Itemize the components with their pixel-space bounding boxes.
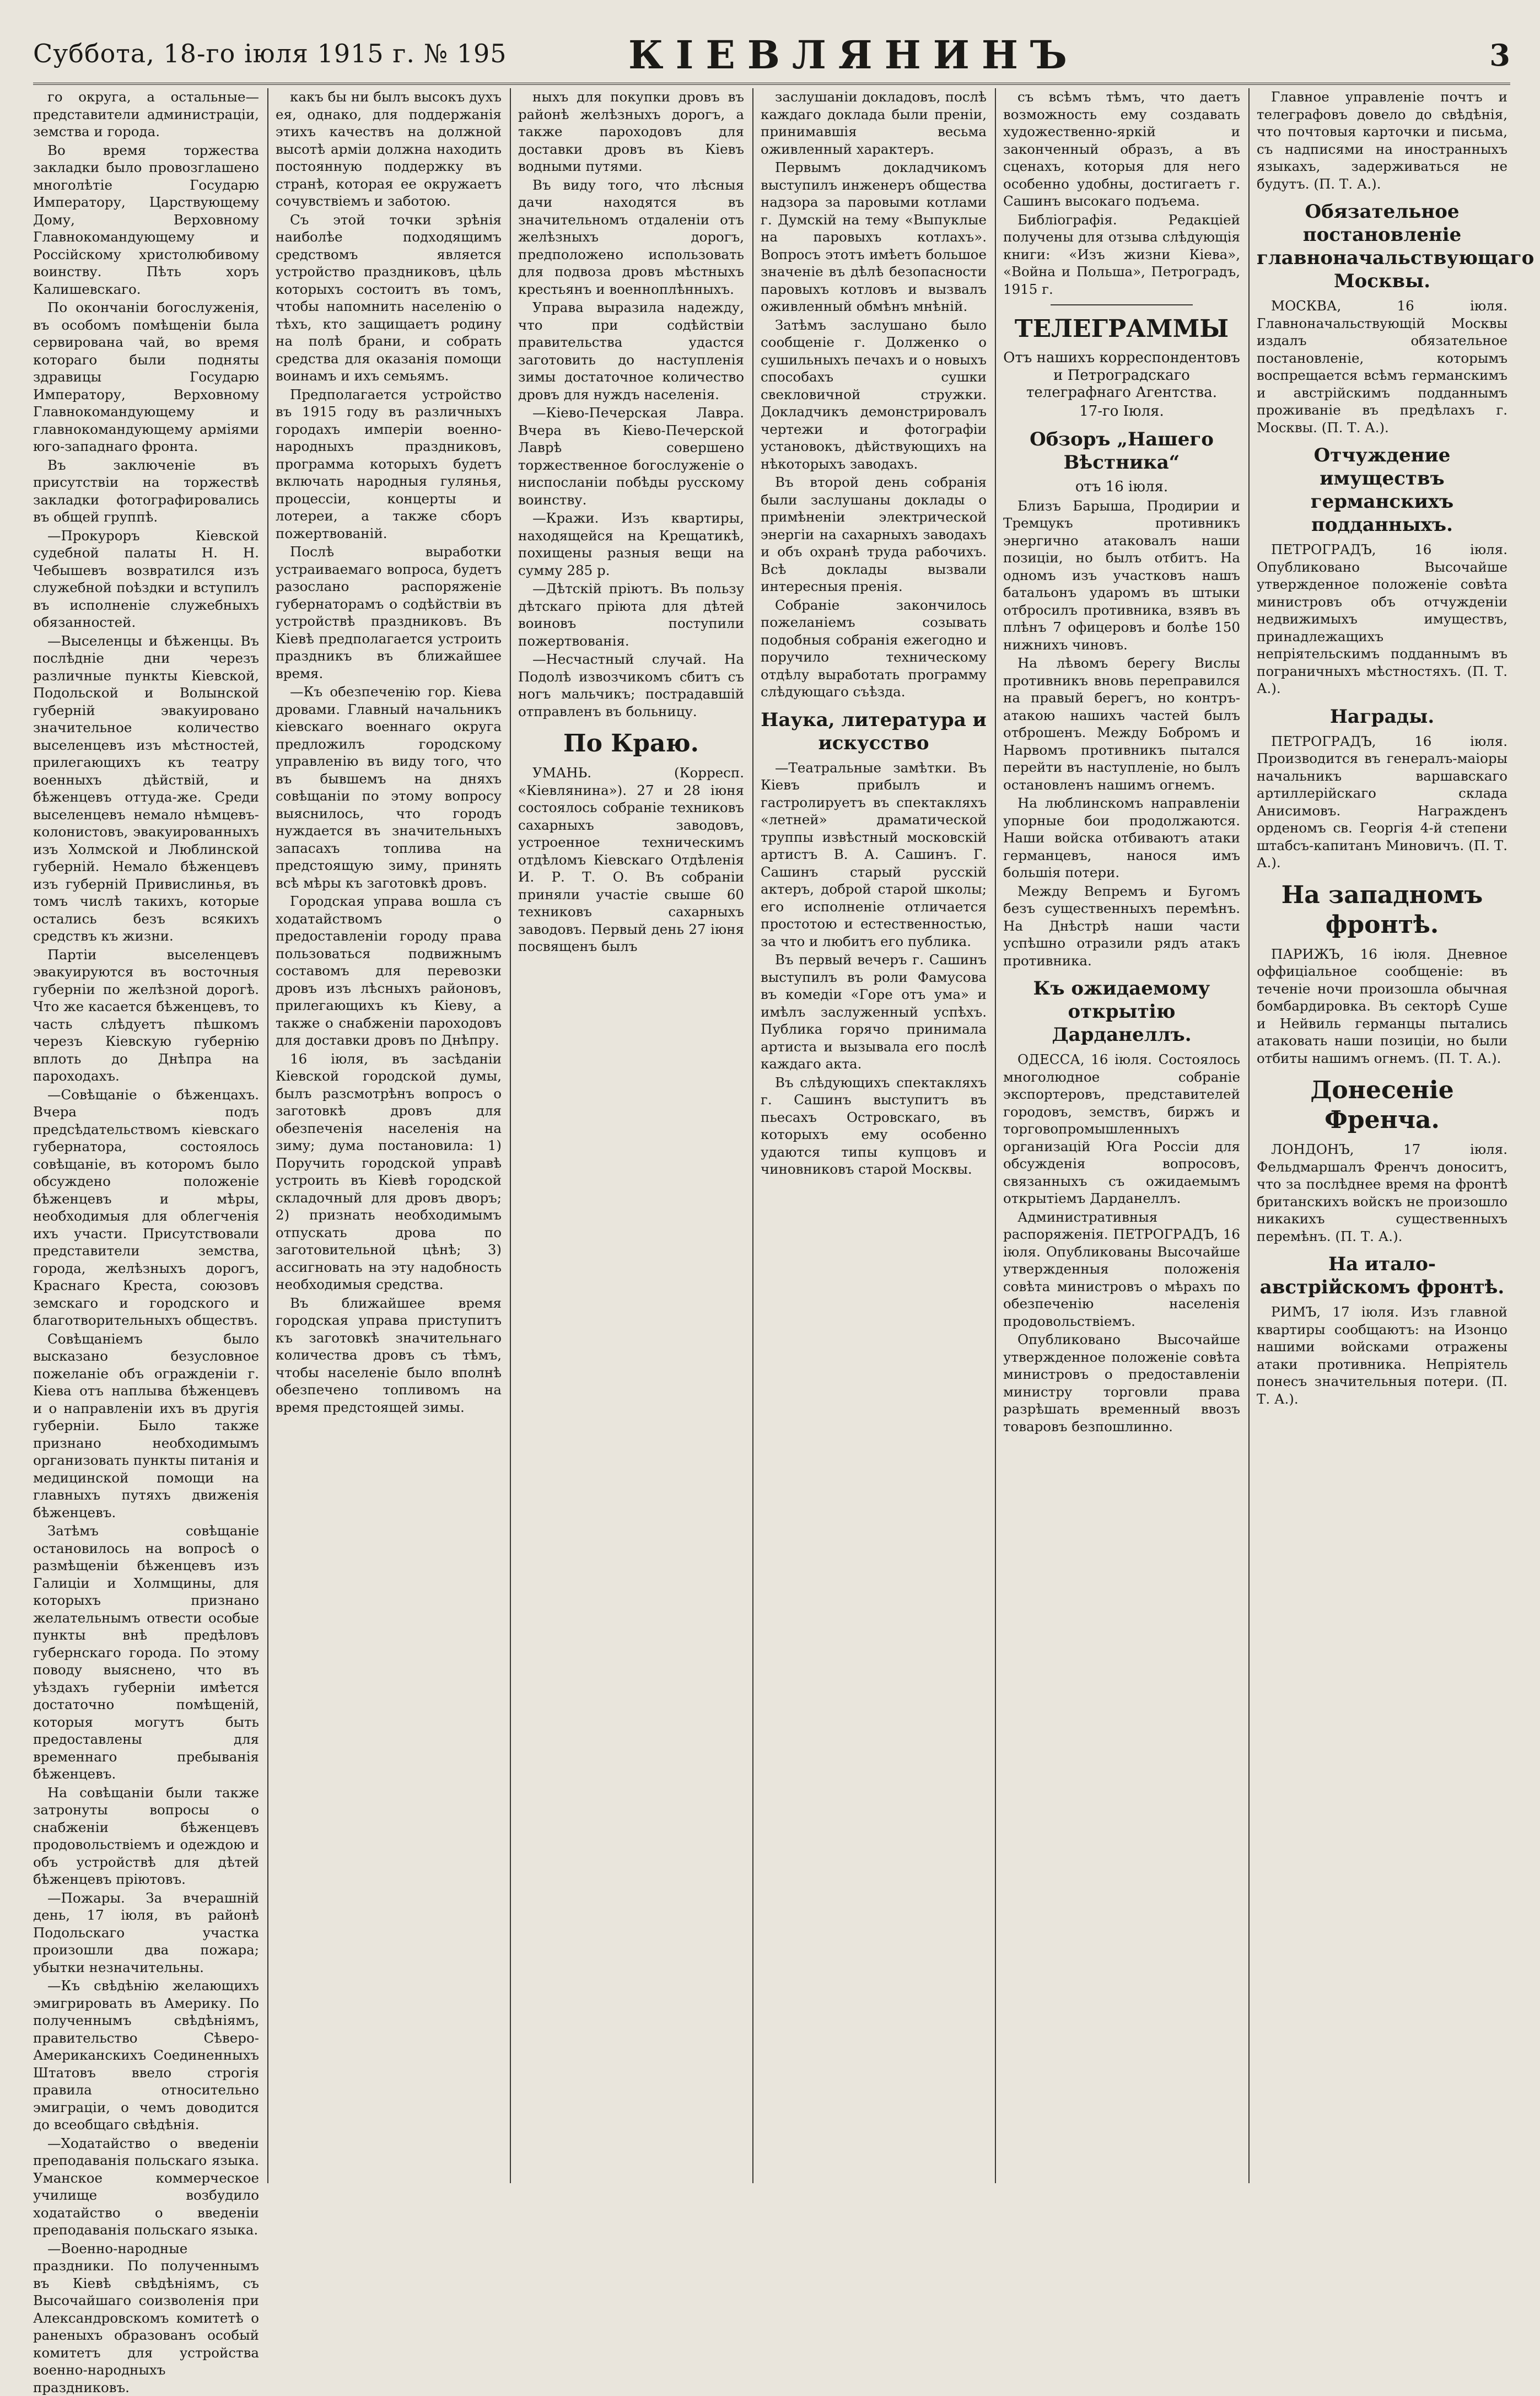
article-text: Предполагается устройство въ 1915 году въ различныхъ городахъ имперіи военно-народныхъ праздниковъ, программа которыхъ будетъ включать народныя гулянья, процессіи, концерты и лотереи, а также сборъ пожертвованій. xyxy=(276,386,502,542)
article-text: МОСКВА, 16 іюля. Главноначальствующій Москвы издалъ обязательное постановленіе, которымъ воспрещается всѣмъ германскимъ и австрійскимъ подданнымъ проживаніе въ предѣлахъ г. Москвы. (П. Т. А.). xyxy=(1257,297,1507,436)
column-rule xyxy=(1248,88,1250,2183)
article-text: Въ ближайшее время городская управа приступитъ къ заготовкѣ значительнаго количества дровъ съ тѣмъ, чтобы населеніе было вполнѣ обезпечено топливомъ на время предстоящей зимы. xyxy=(276,1294,502,1416)
article-text: На люблинскомъ направленіи упорные бои продолжаются. Наши войска отбиваютъ атаки германцевъ, нанося имъ большія потери. xyxy=(1003,794,1240,882)
column-rule xyxy=(267,88,268,2183)
article-text: —Къ свѣдѣнію желающихъ эмигрировать въ Америку. По полученнымъ свѣдѣніямъ, правительство Сѣверо-Американскихъ Соединенныхъ Штатовъ ввело строгія правила относительно эмиграціи, о чемъ доводится до всеобщаго свѣдѣнія. xyxy=(33,1977,259,2134)
article-text: заслушаніи докладовъ, послѣ каждаго доклада были преніи, принимавшія весьма оживленный характеръ. xyxy=(761,88,987,158)
article-text: Затѣмъ совѣщаніе остановилось на вопросѣ о размѣщеніи бѣженцевъ изъ Галиціи и Холмщины, для которыхъ признано желательнымъ отвести особые пункты внѣ предѣловъ губернскаго города. По этому поводу выяснено, что въ уѣздахъ губерніи имѣется достаточно помѣщеній, которыя могутъ быть предоставлены для временнаго пребыванія бѣженцевъ. xyxy=(33,1522,259,1783)
article-text: Въ первый вечеръ г. Сашинъ выступилъ въ роли Фамусова въ комедіи «Горе отъ ума» и имѣлъ заслуженный успѣхъ. Публика горячо принимала артиста и вызывала его послѣ каждаго акта. xyxy=(761,951,987,1073)
column-1 xyxy=(33,88,259,2183)
page-number: 3 xyxy=(1489,37,1510,73)
article-text: Въ заключеніе въ присутствіи на торжествѣ закладки фотографировались въ общей группѣ. xyxy=(33,456,259,526)
article-text: —Ходатайство о введеніи преподаванія польскаго языка. Уманское коммерческое училище возбудило ходатайство о введеніи преподаванія польскаго языка. xyxy=(33,2135,259,2239)
article-text: Въ виду того, что лѣсныя дачи находятся въ значительномъ отдаленіи отъ желѣзныхъ дорогъ, предположено использовать для подвоза дровъ мѣстныхъ крестьянъ и военноплѣнныхъ. xyxy=(518,176,744,298)
section-heading: Обзоръ „Нашего Вѣстника“ xyxy=(1003,428,1240,474)
article-text: —Военно-народные праздники. По полученнымъ въ Кіевѣ свѣдѣніямъ, съ Высочайшаго соизволенія при Александровскомъ комитетѣ о раненыхъ образованъ особый комитетъ для устройства военно-народныхъ праздниковъ. xyxy=(33,2240,259,2396)
article-text: ОДЕССА, 16 іюля. Состоялось многолюдное собраніе экспортеровъ, представителей городовъ, земствъ, биржъ и торговопромышленныхъ организацій Юга Россіи для обсужденія вопросовъ, связанныхъ съ ожидаемымъ открытіемъ Дарданеллъ. xyxy=(1003,1051,1240,1207)
article-text: ныхъ для покупки дровъ въ районѣ желѣзныхъ дорогъ, а также пароходовъ для доставки дровъ въ Кіевъ водными путями. xyxy=(518,88,744,175)
column-6 xyxy=(1257,88,1507,2183)
article-text: Первымъ докладчикомъ выступилъ инженеръ общества надзора за паровыми котлами г. Думскій на тему «Выпуклые на паровыхъ котлахъ». Вопросъ этотъ имѣетъ большое значеніе въ дѣлѣ безопасности паровыхъ котловъ и вызвалъ оживленный обмѣнъ мнѣній. xyxy=(761,159,987,315)
article-text: Во время торжества закладки было провозглашено многолѣтіе Государю Императору, Царствующему Дому, Верховному Главнокомандующему и Россійскому христолюбивому воинству. Пѣть хоръ Калишевскаго. xyxy=(33,142,259,298)
article-text: ЛОНДОНЪ, 17 іюля. Фельдмаршалъ Френчъ доноситъ, что за послѣднее время на фронтѣ британскихъ войскъ не произошло никакихъ существенныхъ перемѣнъ. (П. Т. А.). xyxy=(1257,1141,1507,1245)
newspaper-title: КІЕВЛЯНИНЪ xyxy=(628,32,1079,78)
article-text: Съ этой точки зрѣнія наиболѣе подходящимъ средствомъ является устройство праздниковъ, цѣль которыхъ состоитъ въ томъ, чтобы напомнить населенію о тѣхъ, кто защищаетъ родину на полѣ брани, и собрать средства для оказанія помощи воинамъ и ихъ семьямъ. xyxy=(276,211,502,385)
article-text: Управа выразила надежду, что при содѣйствіи правительства удастся заготовить до наступленія зимы достаточное количество дровъ для нуждъ населенія. xyxy=(518,299,744,403)
section-heading: Донесеніе Френча. xyxy=(1257,1076,1507,1135)
article-text: —Выселенцы и бѣженцы. Въ послѣдніе дни черезъ различные пункты Кіевской, Подольской и Волынской губерній эвакуировано значительное количество выселенцевъ изъ мѣстностей, прилегающихъ къ театру военныхъ дѣйствій, и бѣженцевъ оттуда-же. Среди выселенцевъ немало нѣмцевъ-колонистовъ, эвакуированныхъ изъ Холмской и Люблинской губерній. Немало бѣженцевъ изъ губерній Привислинья, въ томъ числѣ такихъ, которые остались безъ всякихъ средствъ къ жизни. xyxy=(33,632,259,945)
article-text: Близъ Барыша, Продирии и Тремцукъ противникъ энергично атаковалъ наши позиціи, но былъ отбитъ. На одномъ изъ участковъ нашъ батальонъ ударомъ въ штыки отбросилъ противника, взявъ въ плѣнъ 7 офицеровъ и болѣе 150 нижнихъ чиновъ. xyxy=(1003,497,1240,654)
article-text: На лѣвомъ берегу Вислы противникъ вновь переправился на правый берегъ, но контръ-атакою нашихъ частей былъ отброшенъ. Между Бобромъ и Нарвомъ противникъ пытался перейти въ наступленіе, но былъ остановленъ нашимъ огнемъ. xyxy=(1003,654,1240,793)
column-rule xyxy=(510,88,511,2183)
article-text: РИМЪ, 17 іюля. Изъ главной квартиры сообщаютъ: на Изонцо нашими войсками отражены атаки противника. Непріятель понесъ значительныя потери. (П. Т. А.). xyxy=(1257,1303,1507,1407)
column-2 xyxy=(276,88,502,2183)
article-text: Партіи выселенцевъ эвакуируются въ восточныя губерніи по желѣзной дорогѣ. Что же касается бѣженцевъ, то часть слѣдуетъ пѣшкомъ черезъ Кіевскую губернію вплоть до Днѣпра на пароходахъ. xyxy=(33,946,259,1085)
article-text: ПЕТРОГРАДЪ, 16 іюля. Опубликовано Высочайше утвержденное положеніе совѣта министровъ объ отчужденіи недвижимыхъ имуществъ, принадлежащихъ непріятельскимъ подданнымъ въ пограничныхъ мѣстностяхъ. (П. Т. А.). xyxy=(1257,541,1507,697)
article-text: Административныя распоряженія. ПЕТРОГРАДЪ, 16 іюля. Опубликованы Высочайше утвержденныя положенія совѣта министровъ о мѣрахъ по обезпеченію населенія продовольствіемъ. xyxy=(1003,1208,1240,1330)
column-rule xyxy=(995,88,996,2183)
article-text: го округа, а остальные—представители администраціи, земства и города. xyxy=(33,88,259,141)
column-5 xyxy=(1003,88,1240,2183)
section-date: отъ 16 іюля. xyxy=(1003,479,1240,496)
article-text: Библіографія. Редакціей получены для отзыва слѣдующія книги: «Изъ жизни Кіева», «Война и Польша», Петроградъ, 1915 г. xyxy=(1003,211,1240,298)
article-text: Городская управа вошла съ ходатайствомъ о предоставленіи городу права пользоваться подвижнымъ составомъ для перевозки дровъ изъ лѣсныхъ районовъ, прилегающихъ къ Кіеву, а также о снабженіи пароходовъ для доставки дровъ по Днѣпру. xyxy=(276,893,502,1049)
article-text: Между Вепремъ и Бугомъ безъ существенныхъ перемѣнъ. На Днѣстрѣ наши части успѣшно отразили рядъ атакъ противника. xyxy=(1003,883,1240,970)
article-text: На совѣщаніи были также затронуты вопросы о снабженіи бѣженцевъ продовольствіемъ и одеждою и объ устройствѣ для дѣтей бѣженцевъ пріютовъ. xyxy=(33,1784,259,1888)
section-heading: На итало-австрійскомъ фронтѣ. xyxy=(1257,1253,1507,1299)
article-text: Затѣмъ заслушано было сообщеніе г. Долженко о сушильныхъ печахъ и о новыхъ способахъ сушки свекловичной стружки. Докладчикъ демонстрировалъ чертежи и фотографіи установокъ, дѣйствующихъ на нѣкоторыхъ заводахъ. xyxy=(761,316,987,473)
article-text: По окончаніи богослуженія, въ особомъ помѣщеніи была сервирована чай, во время котораго были подняты здравицы Государю Императору, Верховному Главнокомандующему и главнокомандующему арміями юго-западнаго фронта. xyxy=(33,299,259,455)
article-text: ПЕТРОГРАДЪ, 16 іюля. Производится въ генералъ-маіоры начальникъ варшавскаго артиллерійскаго склада Анисимовъ. Награжденъ орденомъ св. Георгія 4-й степени штабсъ-капитанъ Миновичъ. (П. Т. А.). xyxy=(1257,733,1507,872)
masthead xyxy=(33,17,1510,85)
article-text: УМАНЬ. (Корресп. «Кіевлянина»). 27 и 28 іюня состоялось собраніе техниковъ сахарныхъ заводовъ, устроенное техническимъ отдѣломъ Кіевскаго Отдѣленія И. Р. Т. О. Въ собраніи приняли участіе свыше 60 техниковъ сахарныхъ заводовъ. Первый день 27 іюня посвященъ былъ xyxy=(518,764,744,955)
article-text: —Дѣтскій пріютъ. Въ пользу дѣтскаго пріюта для дѣтей воиновъ поступили пожертвованія. xyxy=(518,580,744,649)
article-text: какъ бы ни былъ высокъ духъ ея, однако, для поддержанія этихъ качествъ на должной высотѣ арміи должна находить постоянную поддержку въ странѣ, которая ее окружаетъ сочувствіемъ и заботою. xyxy=(276,88,502,210)
section-subtitle: Отъ нашихъ корреспондентовъ и Петроградскаго телеграфнаго Агентства. xyxy=(1003,350,1240,402)
section-heading: Обязательное постановленіе главноначальствующаго Москвы. xyxy=(1257,200,1507,293)
article-text: Послѣ выработки устраиваемаго вопроса, будетъ разослано распоряженіе губернаторамъ о содѣйствіи въ устройствѣ праздниковъ. Въ Кіевѣ предполагается устроить праздникъ въ ближайшее время. xyxy=(276,543,502,682)
article-text: —Театральные замѣтки. Въ Кіевъ прибылъ и гастролируетъ въ спектакляхъ «летней» драматической труппы извѣстный московскій артистъ В. А. Сашинъ. Г. Сашинъ старый русскій актеръ, доброй старой школы; его исполненіе отличается простотою и естественностью, за что и любитъ его публика. xyxy=(761,759,987,950)
article-text: съ всѣмъ тѣмъ, что даетъ возможность ему создавать художественно-яркій и законченный образъ, а въ сценахъ, которыя для него особенно удобны, достигаетъ г. Сашинъ высокаго подъема. xyxy=(1003,88,1240,210)
article-text: —Прокуроръ Кіевской судебной палаты Н. Н. Чебышевъ возвратился изъ служебной поѣздки и вступилъ въ исполненіе служебныхъ обязанностей. xyxy=(33,527,259,631)
article-text: Совѣщаніемъ было высказано безусловное пожеланіе объ огражденіи г. Кіева отъ наплыва бѣженцевъ и о направленіи ихъ въ другія губерніи. Было также признано необходимымъ организовать пункты питанія и медицинской помощи на главныхъ путяхъ движенія бѣженцевъ. xyxy=(33,1330,259,1522)
article-text: ПАРИЖЪ, 16 іюля. Дневное оффиціальное сообщеніе: въ теченіе ночи произошла обычная бомбардировка. Въ секторѣ Суше и Нейвиль германцы пытались атаковать наши позиціи, но были отбиты нашимъ огнемъ. (П. Т. А.). xyxy=(1257,945,1507,1067)
section-heading: Наука, литература и искусство xyxy=(761,708,987,755)
article-text: —Кіево-Печерская Лавра. Вчера въ Кіево-Печерской Лаврѣ совершено торжественное богослуженіе о ниспосланіи побѣды русскому воинству. xyxy=(518,404,744,508)
section-heading: Награды. xyxy=(1257,705,1507,728)
article-text: 16 іюля, въ засѣданіи Кіевской городской думы, былъ разсмотрѣнъ вопросъ о заготовкѣ дровъ для обезпеченія населенія на зиму; дума постановила: 1) Поручить городской управѣ устроить въ Кіевѣ городской складочный для дровъ дворъ; 2) признать необходимымъ отпускать дрова по заготовительной цѣнѣ; 3) ассигновать на эту надобность необходимыя средства. xyxy=(276,1050,502,1293)
article-text: —Несчастный случай. На Подолѣ извозчикомъ сбитъ съ ногъ мальчикъ; пострадавшій отправленъ въ больницу. xyxy=(518,651,744,720)
section-date: 17-го Іюля. xyxy=(1003,403,1240,421)
section-heading: ТЕЛЕГРАММЫ xyxy=(1003,314,1240,344)
article-text: Главное управленіе почтъ и телеграфовъ довело до свѣдѣнія, что почтовыя карточки и письма, съ надписями на иностранныхъ языкахъ, задерживаться не будутъ. (П. Т. А.). xyxy=(1257,88,1507,192)
article-text: Въ второй день собранія были заслушаны доклады о примѣненіи электрической энергіи на сахарныхъ заводахъ и объ охранѣ труда рабочихъ. Всѣ доклады вызвали интересныя пренія. xyxy=(761,474,987,595)
issue-date: Суббота, 18-го іюля 1915 г. № 195 xyxy=(33,39,507,68)
article-text: Опубликовано Высочайше утвержденное положеніе совѣта министровъ о предоставленіи министру торговли права разрѣшать временный ввозъ товаровъ безпошлинно. xyxy=(1003,1331,1240,1435)
section-heading: Отчуждение имуществъ германскихъ подданныхъ. xyxy=(1257,444,1507,536)
section-heading: По Краю. xyxy=(518,729,744,759)
column-4 xyxy=(761,88,987,2183)
article-text: —Къ обезпеченію гор. Кіева дровами. Главный начальникъ кіевскаго военнаго округа предложилъ городскому управленію въ виду того, что въ бывшемъ на дняхъ совѣщаніи по этому вопросу выяснилось, что городъ нуждается въ значительныхъ запасахъ топлива на предстоящую зиму, принять всѣ мѣры къ заготовкѣ дровъ. xyxy=(276,683,502,891)
divider xyxy=(1051,304,1193,305)
article-text: —Совѣщаніе о бѣженцахъ. Вчера подъ предсѣдательствомъ кіевскаго губернатора, состоялось совѣщаніе, въ которомъ было обсуждено положеніе бѣженцевъ и мѣры, необходимыя для облегченія ихъ участи. Присутствовали представители земства, города, желѣзныхъ дорогъ, Краснаго Креста, союзовъ земскаго и городского и благотворительныхъ обществъ. xyxy=(33,1086,259,1329)
column-rule xyxy=(752,88,753,2183)
section-heading: Къ ожидаемому открытію Дарданеллъ. xyxy=(1003,977,1240,1046)
article-text: —Пожары. За вчерашній день, 17 іюля, въ районѣ Подольскаго участка произошли два пожара; убытки незначительны. xyxy=(33,1889,259,1976)
article-text: —Кражи. Изъ квартиры, находящейся на Крещатикѣ, похищены разныя вещи на сумму 285 р. xyxy=(518,509,744,579)
article-text: Въ слѣдующихъ спектакляхъ г. Сашинъ выступитъ въ пьесахъ Островскаго, въ которыхъ ему особенно удаются типы купцовъ и чиновниковъ старой Москвы. xyxy=(761,1074,987,1178)
article-text: Собраніе закончилось пожеланіемъ созывать подобныя собранія ежегодно и поручило техническому отдѣлу выработать программу слѣдующаго съѣзда. xyxy=(761,597,987,701)
column-3 xyxy=(518,88,744,2183)
section-heading: На западномъ фронтѣ. xyxy=(1257,880,1507,940)
